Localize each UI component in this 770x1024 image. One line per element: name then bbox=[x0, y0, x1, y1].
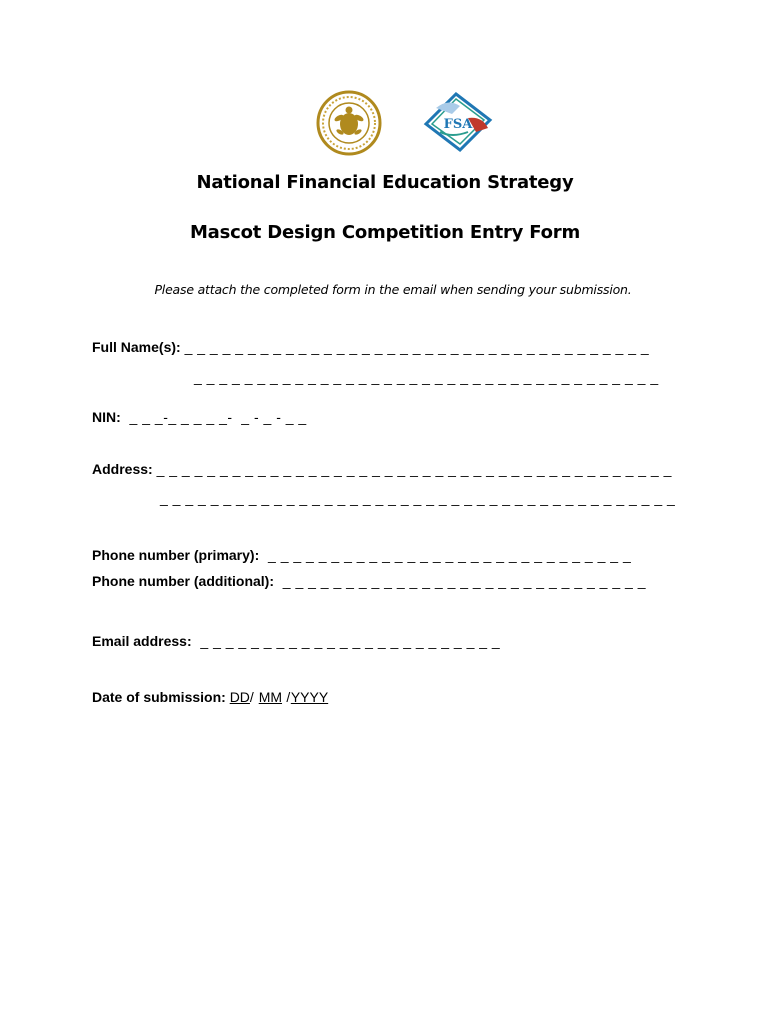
full-name-field[interactable] bbox=[92, 339, 649, 355]
date-field[interactable] bbox=[92, 689, 328, 705]
date-separator-1: / bbox=[249, 689, 259, 705]
phone-primary-label: Phone number (primary): bbox=[92, 547, 260, 563]
nin-field[interactable] bbox=[92, 409, 307, 425]
nin-label: NIN: bbox=[92, 409, 121, 425]
page-title: National Financial Education Strategy bbox=[196, 172, 574, 193]
page-subtitle: Mascot Design Competition Entry Form bbox=[189, 222, 581, 243]
turtle-seal-logo bbox=[316, 90, 382, 156]
phone-primary-blank[interactable]: _ _ _ _ _ _ _ _ _ _ _ _ _ _ _ _ _ _ _ _ _ _ _ _ _ _ _ _ _ bbox=[259, 547, 632, 563]
address-label: Address: bbox=[92, 461, 157, 477]
nin-blank[interactable]: _ _ _-_ _ _ _ _- _ - _ - _ _ bbox=[120, 409, 307, 425]
email-label: Email address: bbox=[92, 633, 192, 649]
date-separator-2: / bbox=[282, 689, 291, 705]
full-name-line-2[interactable]: _ _ _ _ _ _ _ _ _ _ _ _ _ _ _ _ _ _ _ _ _ _ _ _ _ _ _ _ _ _ _ _ _ _ _ _ _ bbox=[194, 369, 659, 385]
date-label: Date of submission: bbox=[92, 689, 230, 705]
address-field[interactable] bbox=[92, 461, 672, 477]
email-field[interactable] bbox=[92, 633, 500, 649]
date-day[interactable]: DD bbox=[229, 689, 250, 705]
phone-additional-label: Phone number (additional): bbox=[92, 573, 274, 589]
fsa-logo-text: FSA bbox=[443, 117, 473, 132]
phone-additional-blank[interactable]: _ _ _ _ _ _ _ _ _ _ _ _ _ _ _ _ _ _ _ _ _ _ _ _ _ _ _ _ _ bbox=[274, 573, 646, 589]
full-name-line-1[interactable]: _ _ _ _ _ _ _ _ _ _ _ _ _ _ _ _ _ _ _ _ _ _ _ _ _ _ _ _ _ _ _ _ _ _ _ _ _ bbox=[184, 339, 650, 355]
address-line-1[interactable]: _ _ _ _ _ _ _ _ _ _ _ _ _ _ _ _ _ _ _ _ _ _ _ _ _ _ _ _ _ _ _ _ _ _ _ _ _ _ _ _ _ bbox=[156, 461, 672, 477]
date-month[interactable]: MM bbox=[258, 689, 283, 705]
address-line-2[interactable]: _ _ _ _ _ _ _ _ _ _ _ _ _ _ _ _ _ _ _ _ _ _ _ _ _ _ _ _ _ _ _ _ _ _ _ _ _ _ _ _ _ bbox=[160, 490, 676, 506]
instruction-text: Please attach the completed form in the email when sending your submission. bbox=[154, 282, 632, 297]
phone-primary-field[interactable] bbox=[92, 547, 631, 563]
email-blank[interactable]: _ _ _ _ _ _ _ _ _ _ _ _ _ _ _ _ _ _ _ _ _ _ _ _ bbox=[191, 633, 501, 649]
date-year[interactable]: YYYY bbox=[290, 689, 329, 705]
fsa-diamond-logo bbox=[418, 88, 498, 154]
full-name-label: Full Name(s): bbox=[92, 339, 185, 355]
phone-additional-field[interactable] bbox=[92, 573, 646, 589]
